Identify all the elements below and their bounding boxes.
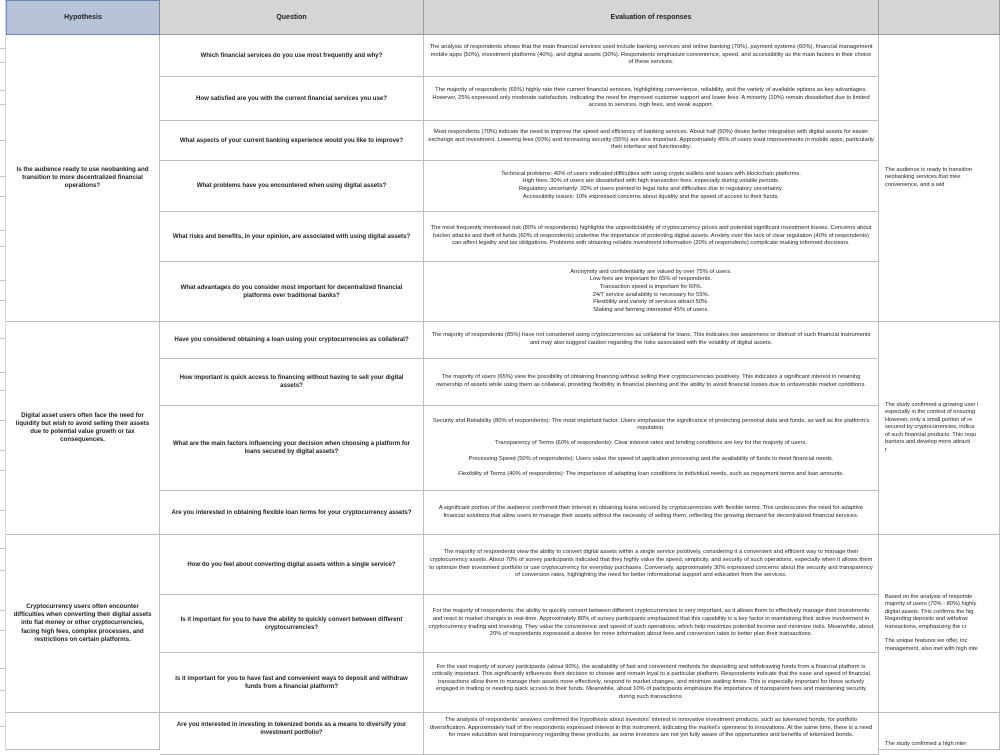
column-header-question[interactable]: Question (160, 0, 424, 35)
question-cell[interactable]: What advantages do you consider most important for decentralized financial platforms over traditional banks? (160, 262, 424, 322)
hypothesis-cell[interactable]: Cryptocurrency users often encounter difficulties when converting their digital assets into fiat money or other cryptocurrencies, facing high fees, complex processes, and restrictions on certain platforms. (6, 535, 160, 713)
evaluation-cell[interactable]: Technical problems: 40% of users indicated difficulties with using crypto wallets and issues with blockchain platforms. High fees: 30% of users are dissatisfied with high transaction fees, especially during volatile periods. Regulatory uncertainty: 20% of users pointed to legal risks and difficulties due to regulatory uncertainty. Accessibility issues: 10% expressed concerns about liquidity and the speed of access to their funds. (424, 161, 879, 212)
question-cell[interactable]: How important is quick access to financing without having to sell your digital assets? (160, 359, 424, 406)
evaluation-cell[interactable]: For the majority of respondents, the ability to quickly convert between different cryptocurrencies is very important, as it allows them to effectively manage their investments and react to market changes in real-time. Approximately 80% of survey participants emphasized that this capability is a key factor in maintaining their active involvement in cryptocurrency trading and investing. They value the convenience and speed of such operations, which help maximize potential income and minimize risks. Meanwhile, about 20% of respondents expressed a desire for more information about fees and conversion rates to better plan their transactions. (424, 595, 879, 653)
evaluation-cell[interactable]: The majority of users (65%) view the possibility of obtaining financing without selling their cryptocurrencies positively. This indicates a significant interest in retaining ownership of assets while using them as collateral, providing flexibility in financial planning and the ability to avoid financial losses due to unfavorable market conditions. (424, 359, 879, 406)
question-cell[interactable]: Which financial services do you use most frequently and why? (160, 35, 424, 77)
question-cell[interactable]: Is it important for you to have fast and convenient ways to deposit and withdraw funds from a financial platform? (160, 653, 424, 713)
row-gutter-tick (0, 372, 6, 373)
row-gutter-tick (0, 176, 6, 177)
question-cell[interactable]: What are the main factors influencing your decision when choosing a platform for loans secured by digital assets? (160, 406, 424, 491)
row-gutter-tick (0, 668, 6, 669)
question-cell[interactable]: How do you feel about converting digital assets within a single service? (160, 535, 424, 595)
evaluation-cell[interactable]: Most respondents (70%) indicate the need to improve the speed and efficiency of banking services. About half (50%) desire better integration with digital assets for easier exchange and investment. Lowering fees (60%) and increasing security (55%) are also important. Approximately 45% of users want improvements in mobile apps, particularly their interface and functionality. (424, 121, 879, 161)
evaluation-cell[interactable]: The most frequently mentioned risk (80% of respondents) highlights the unpredictability of cryptocurrency prices and potential significant investment losses. Concerns about hacker attacks and theft of funds (60% of respondents) underline the importance of protecting digital assets. Anxiety over the lack of clear regulation (40% of respondents) can affect legality and tax obligations. Problems with obtaining reliable investment information (20% of respondents) complicate making informed decisions. (424, 212, 879, 262)
row-gutter-tick (0, 570, 6, 571)
question-cell[interactable]: Are you interested in investing in tokenized bonds as a means to diversify your investment portfolio? (160, 713, 424, 755)
row-gutter-tick (0, 726, 6, 727)
evaluation-cell[interactable]: For the vast majority of survey participants (about 90%), the availability of fast and convenient methods for depositing and withdrawing funds from a financial platform is critically important. This significantly influences their decision to choose and remain loyal to a particular platform. Respondents indicate that the ease and speed of financial transactions allow them to manage their assets more effectively, respond to market changes, and minimize waiting times. This is especially important for those actively engaged in trading or needing quick access to their funds. Meanwhile, about 10% of participants emphasize the importance of transparent fees and maintaining security during such transactions. (424, 653, 879, 713)
question-cell[interactable]: Is it important for you to have the ability to quickly convert between different cryptocurrencies? (160, 595, 424, 653)
row-gutter-tick (0, 48, 6, 49)
column-header-evaluation[interactable]: Evaluation of responses (424, 0, 879, 35)
row-gutter-tick (0, 230, 6, 231)
row-gutter-tick (0, 140, 6, 141)
evaluation-cell[interactable]: The analysis of respondents shows that the main financial services used include banking services and online banking (70%), payment systems (60%), financial management mobile apps (50%), investment platforms (40%), and digital assets (30%). Respondents emphasize convenience, speed, and accessibility as the main factors in their choice of these services. (424, 35, 879, 77)
row-gutter-tick (0, 104, 6, 105)
conclusion-cell[interactable]: The study confirmed a high inter (879, 713, 1000, 750)
row-gutter-tick (0, 420, 6, 421)
question-cell[interactable]: What risks and benefits, in your opinion, are associated with using digital assets? (160, 212, 424, 262)
row-gutter-tick (0, 548, 6, 549)
row-gutter-tick (0, 280, 6, 281)
question-cell[interactable]: Are you interested in obtaining flexible loan terms for your cryptocurrency assets? (160, 491, 424, 535)
row-gutter-tick (0, 196, 6, 197)
row-gutter-tick (0, 390, 6, 391)
hypothesis-cell[interactable]: Digital asset users often face the need for liquidity but wish to avoid selling their assets due to potential value growth or tax consequences. (6, 322, 160, 535)
evaluation-cell[interactable]: Security and Reliability (80% of respondents): The most important factor. Users emphasize the significance of protecting personal data and funds, as well as the platform's reputation. Transparency of Terms (60% of respondents): Clear interest rates and lending conditions are key for the majority of users. Processing Speed (50% of respondents): Users value the speed of application processing and the availability of funds to meet financial needs. Flexibility of Terms (40% of respondents): The importance of adapting loan conditions to individual needs, such as repayment terms and loan amounts. (424, 406, 879, 491)
evaluation-cell[interactable]: The analysis of respondents' answers confirmed the hypothesis about investors' interest in innovative investment products, such as tokenized bonds, for portfolio diversification. Approximately half of the respondents expressed interest in this instrument, indicating the market's openness to innovations. At the same time, there is a need for more education and transparency regarding these products, as some investors are not yet fully aware of the opportunities and benefits of tokenized bonds. (424, 713, 879, 755)
question-cell[interactable]: What problems have you encountered when using digital assets? (160, 161, 424, 212)
column-header-conclusion[interactable] (879, 0, 1000, 35)
row-gutter-tick (0, 510, 6, 511)
evaluation-cell[interactable]: The majority of respondents view the ability to convert digital assets within a single service positively, considering it a convenient and efficient way to manage their cryptocurrency assets. About 70% of survey participants indicated that they highly value the speed, simplicity, and security of such operations, especially when it allows them to optimize their investment portfolio or use cryptocurrency for everyday purchases. Conversely, approximately 30% expressed concerns about the security and transparency of conversion rates, highlighting the need for better informational support and education from the services. (424, 535, 879, 595)
row-gutter-tick (0, 338, 6, 339)
evaluation-cell[interactable]: Anonymity and confidentiality are valued by over 75% of users. Low fees are important for 65% of respondents. Transaction speed is important for 60%. 24/7 service availability is necessary for 55%. Flexibility and variety of services attract 50%. Staking and farming interested 45% of users. (424, 262, 879, 322)
row-gutter-tick (0, 470, 6, 471)
row-gutter-tick (0, 630, 6, 631)
row-gutter-tick (0, 246, 6, 247)
conclusion-cell[interactable]: The audience is ready to transition neobanking services that mee convenience, and a wid (879, 35, 1000, 322)
evaluation-cell[interactable]: The majority of respondents (85%) have not considered using cryptocurrencies as collateral for loans. This indicates low awareness or distrust of such financial instruments and may also suggest caution regarding the risks associated with the volatility of digital assets. (424, 322, 879, 359)
row-gutter-tick (0, 62, 6, 63)
row-gutter-tick (0, 450, 6, 451)
evaluation-cell[interactable]: A significant portion of the audience confirmed their interest in obtaining loans secured by cryptocurrencies with flexible terms. This underscores the need for adaptive financial solutions that allow users to manage their assets without the necessity of selling them, reflecting the growing demand for decentralized financial services. (424, 491, 879, 535)
question-cell[interactable]: What aspects of your current banking experience would you like to improve? (160, 121, 424, 161)
conclusion-cell[interactable]: Based on the analysis of responde majority of users (70% - 80%) highly digital assets. This confirms the hig Regarding deposits and withdrav transactions, emphasizing the cr The unique features we offer, inc management, also met with high inte (879, 535, 1000, 713)
row-gutter-tick (0, 690, 6, 691)
evaluation-cell[interactable]: The majority of respondents (65%) highly rate their current financial services, highlighting convenience, reliability, and the variety of available options as key advantages. However, 25% expressed only moderate satisfaction, indicating the need for improved customer support and lower fees. A minority (10%) remain dissatisfied due to limited access to services, high fees, and weak support. (424, 77, 879, 121)
column-header-hypothesis[interactable]: Hypothesis (6, 0, 160, 35)
row-gutter-tick (0, 90, 6, 91)
hypothesis-cell[interactable]: Is the audience ready to use neobanking and transition to more decentralized financial operations? (6, 35, 160, 322)
row-gutter-tick (0, 300, 6, 301)
hypothesis-cell[interactable] (6, 713, 160, 750)
row-gutter-tick (0, 610, 6, 611)
conclusion-cell[interactable]: The study confirmed a growing user i especially in the context of ensuring However, only a small portion of re secured by cryptocurrencies, indica of such financial products. This requ barriers and develop more attracti r (879, 322, 1000, 535)
question-cell[interactable]: How satisfied are you with the current financial services you use? (160, 77, 424, 121)
question-cell[interactable]: Have you considered obtaining a loan using your cryptocurrencies as collateral? (160, 322, 424, 359)
